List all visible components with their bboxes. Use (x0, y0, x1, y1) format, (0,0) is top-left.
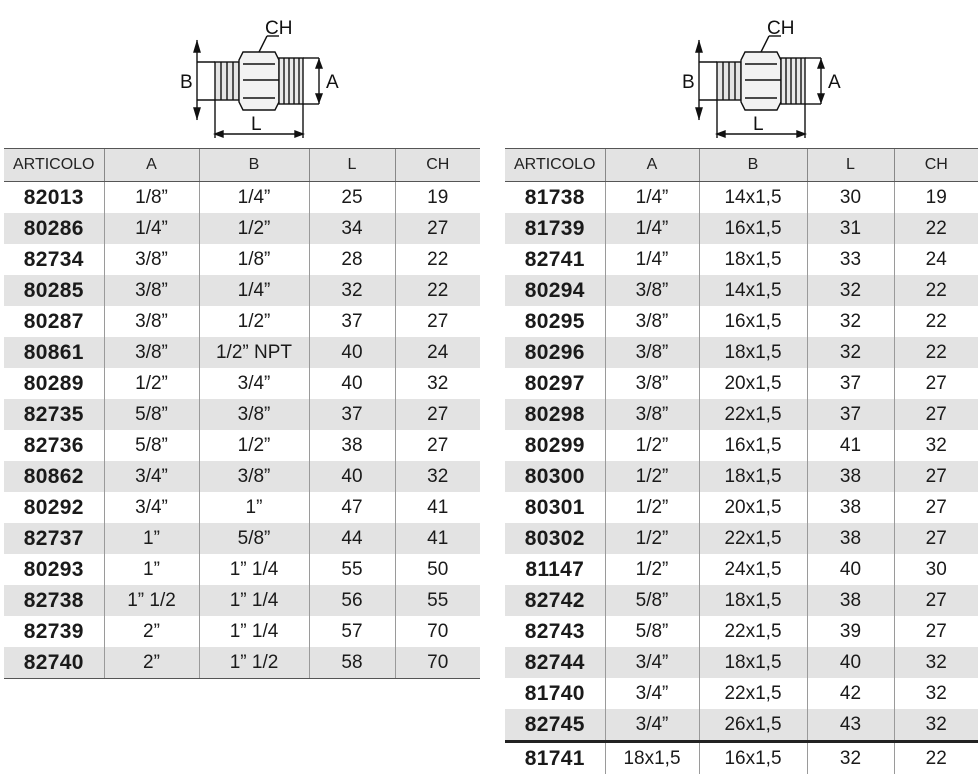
cell-articolo: 82743 (505, 616, 605, 647)
cell-ch: 32 (395, 461, 480, 492)
cell-l: 58 (309, 647, 395, 679)
a-label: A (326, 72, 339, 93)
cell-ch: 22 (395, 244, 480, 275)
cell-b: 26x1,5 (699, 709, 807, 742)
table-row (505, 368, 978, 399)
cell-b: 1/2” (199, 306, 309, 337)
cell-articolo: 80293 (4, 554, 104, 585)
table-row (505, 213, 978, 244)
cell-b: 22x1,5 (699, 678, 807, 709)
table-row (505, 399, 978, 430)
cell-articolo: 80297 (505, 368, 605, 399)
cell-ch: 27 (395, 399, 480, 430)
cell-articolo: 80302 (505, 523, 605, 554)
cell-ch: 24 (894, 244, 978, 275)
cell-ch: 27 (894, 585, 978, 616)
table-row (4, 275, 480, 306)
cell-a: 18x1,5 (605, 742, 699, 774)
cell-l: 37 (309, 306, 395, 337)
cell-ch: 22 (894, 337, 978, 368)
cell-a: 1/4” (605, 182, 699, 214)
cell-l: 28 (309, 244, 395, 275)
cell-a: 3/8” (104, 244, 199, 275)
table-left-body (4, 182, 480, 679)
table-right-body (505, 182, 978, 774)
cell-l: 32 (807, 337, 894, 368)
ch-label: CH (265, 18, 292, 39)
cell-b: 1/8” (199, 244, 309, 275)
l-label: L (251, 114, 262, 135)
table-row (4, 585, 480, 616)
cell-a: 5/8” (605, 585, 699, 616)
cell-b: 1/4” (199, 275, 309, 306)
cell-articolo: 82737 (4, 523, 104, 554)
b-label: B (682, 72, 695, 93)
cell-a: 3/4” (605, 647, 699, 678)
cell-l: 56 (309, 585, 395, 616)
cell-articolo: 82744 (505, 647, 605, 678)
cell-l: 32 (807, 275, 894, 306)
cell-articolo: 80300 (505, 461, 605, 492)
cell-ch: 70 (395, 616, 480, 647)
cell-b: 22x1,5 (699, 399, 807, 430)
cell-ch: 22 (894, 275, 978, 306)
cell-l: 38 (807, 492, 894, 523)
cell-a: 1/2” (605, 461, 699, 492)
cell-b: 18x1,5 (699, 647, 807, 678)
cell-articolo: 80298 (505, 399, 605, 430)
cell-a: 5/8” (104, 399, 199, 430)
cell-l: 37 (807, 368, 894, 399)
cell-articolo: 81741 (505, 742, 605, 774)
cell-a: 3/8” (605, 399, 699, 430)
cell-ch: 27 (894, 461, 978, 492)
cell-a: 3/8” (605, 275, 699, 306)
table-row (505, 647, 978, 678)
cell-articolo: 82734 (4, 244, 104, 275)
table-row (4, 647, 480, 679)
table-row (4, 244, 480, 275)
cell-ch: 27 (395, 430, 480, 461)
cell-articolo: 82738 (4, 585, 104, 616)
cell-a: 1/2” (605, 430, 699, 461)
cell-a: 1/4” (104, 213, 199, 244)
cell-l: 40 (807, 647, 894, 678)
cell-articolo: 80285 (4, 275, 104, 306)
table-right (505, 148, 978, 774)
cell-l: 38 (807, 585, 894, 616)
table-row (505, 430, 978, 461)
table-row (505, 678, 978, 709)
cell-b: 18x1,5 (699, 337, 807, 368)
cell-a: 1” (104, 554, 199, 585)
cell-ch: 27 (894, 492, 978, 523)
cell-l: 47 (309, 492, 395, 523)
cell-ch: 32 (395, 368, 480, 399)
cell-l: 31 (807, 213, 894, 244)
table-row (4, 523, 480, 554)
table-row (505, 244, 978, 275)
table-row (4, 492, 480, 523)
cell-b: 16x1,5 (699, 430, 807, 461)
cell-l: 40 (807, 554, 894, 585)
cell-a: 3/8” (605, 337, 699, 368)
cell-ch: 27 (894, 616, 978, 647)
cell-b: 1” (199, 492, 309, 523)
col-articolo: ARTICOLO (4, 149, 104, 182)
cell-a: 1/2” (605, 523, 699, 554)
cell-articolo: 80287 (4, 306, 104, 337)
cell-l: 32 (309, 275, 395, 306)
table-row (505, 585, 978, 616)
cell-l: 38 (309, 430, 395, 461)
table-row (4, 461, 480, 492)
cell-b: 1” 1/4 (199, 585, 309, 616)
cell-a: 1” (104, 523, 199, 554)
cell-ch: 22 (395, 275, 480, 306)
fitting-diagram-left (175, 12, 355, 140)
cell-articolo: 82745 (505, 709, 605, 742)
cell-a: 1/2” (605, 554, 699, 585)
cell-articolo: 82735 (4, 399, 104, 430)
cell-articolo: 82739 (4, 616, 104, 647)
table-row (4, 399, 480, 430)
table-row (505, 709, 978, 742)
cell-l: 38 (807, 461, 894, 492)
cell-ch: 32 (894, 709, 978, 742)
l-label: L (753, 114, 764, 135)
table-row (505, 182, 978, 214)
cell-a: 1/4” (605, 213, 699, 244)
table-row (505, 742, 978, 774)
cell-l: 38 (807, 523, 894, 554)
cell-articolo: 80292 (4, 492, 104, 523)
cell-b: 14x1,5 (699, 275, 807, 306)
cell-l: 57 (309, 616, 395, 647)
cell-a: 1/8” (104, 182, 199, 214)
cell-articolo: 81147 (505, 554, 605, 585)
cell-l: 40 (309, 461, 395, 492)
cell-b: 18x1,5 (699, 244, 807, 275)
cell-a: 1/4” (605, 244, 699, 275)
table-row (4, 554, 480, 585)
cell-ch: 32 (894, 678, 978, 709)
fitting-diagram-right (677, 12, 857, 140)
cell-ch: 27 (395, 306, 480, 337)
cell-articolo: 82740 (4, 647, 104, 679)
table-row (4, 430, 480, 461)
cell-a: 5/8” (104, 430, 199, 461)
cell-articolo: 82013 (4, 182, 104, 214)
cell-l: 30 (807, 182, 894, 214)
col-b: B (199, 149, 309, 182)
cell-l: 43 (807, 709, 894, 742)
fitting-drawing-icon (677, 12, 857, 140)
table-row (505, 554, 978, 585)
cell-b: 1” 1/4 (199, 554, 309, 585)
cell-ch: 27 (894, 399, 978, 430)
cell-b: 3/4” (199, 368, 309, 399)
table-row (4, 306, 480, 337)
cell-l: 25 (309, 182, 395, 214)
cell-a: 1/2” (605, 492, 699, 523)
cell-ch: 50 (395, 554, 480, 585)
table-row (4, 213, 480, 244)
cell-a: 3/8” (104, 306, 199, 337)
cell-a: 2” (104, 616, 199, 647)
cell-ch: 27 (395, 213, 480, 244)
cell-ch: 55 (395, 585, 480, 616)
cell-ch: 19 (395, 182, 480, 214)
cell-a: 2” (104, 647, 199, 679)
table-header-row (4, 149, 480, 182)
col-ch: CH (894, 149, 978, 182)
cell-articolo: 82736 (4, 430, 104, 461)
cell-ch: 70 (395, 647, 480, 679)
table-row (505, 523, 978, 554)
cell-ch: 32 (894, 430, 978, 461)
cell-a: 3/4” (104, 492, 199, 523)
cell-articolo: 80861 (4, 337, 104, 368)
table-row (505, 337, 978, 368)
a-label: A (828, 72, 841, 93)
cell-articolo: 82741 (505, 244, 605, 275)
col-ch: CH (395, 149, 480, 182)
cell-articolo: 80862 (4, 461, 104, 492)
cell-b: 1/2” NPT (199, 337, 309, 368)
cell-b: 16x1,5 (699, 306, 807, 337)
table-row (505, 616, 978, 647)
table-row (505, 492, 978, 523)
cell-l: 37 (309, 399, 395, 430)
cell-articolo: 80286 (4, 213, 104, 244)
cell-articolo: 80294 (505, 275, 605, 306)
cell-l: 37 (807, 399, 894, 430)
cell-b: 1/4” (199, 182, 309, 214)
cell-ch: 19 (894, 182, 978, 214)
cell-articolo: 81739 (505, 213, 605, 244)
cell-b: 1” 1/4 (199, 616, 309, 647)
fitting-drawing-icon (175, 12, 355, 140)
cell-ch: 27 (894, 523, 978, 554)
cell-a: 3/8” (104, 275, 199, 306)
table-row (4, 337, 480, 368)
cell-b: 18x1,5 (699, 585, 807, 616)
cell-l: 39 (807, 616, 894, 647)
col-a: A (104, 149, 199, 182)
cell-articolo: 80289 (4, 368, 104, 399)
cell-l: 32 (807, 742, 894, 774)
cell-l: 41 (807, 430, 894, 461)
col-b: B (699, 149, 807, 182)
cell-b: 18x1,5 (699, 461, 807, 492)
table-row (505, 275, 978, 306)
cell-b: 22x1,5 (699, 616, 807, 647)
cell-ch: 22 (894, 213, 978, 244)
cell-ch: 22 (894, 742, 978, 774)
cell-ch: 32 (894, 647, 978, 678)
col-a: A (605, 149, 699, 182)
cell-a: 3/4” (104, 461, 199, 492)
table-header-row (505, 149, 978, 182)
cell-ch: 27 (894, 368, 978, 399)
cell-l: 55 (309, 554, 395, 585)
cell-a: 3/8” (104, 337, 199, 368)
cell-b: 20x1,5 (699, 368, 807, 399)
table-row (4, 368, 480, 399)
b-label: B (180, 72, 193, 93)
cell-articolo: 80301 (505, 492, 605, 523)
cell-ch: 30 (894, 554, 978, 585)
cell-l: 42 (807, 678, 894, 709)
table-row (505, 306, 978, 337)
ch-label: CH (767, 18, 794, 39)
cell-a: 5/8” (605, 616, 699, 647)
cell-b: 14x1,5 (699, 182, 807, 214)
cell-l: 40 (309, 337, 395, 368)
cell-b: 16x1,5 (699, 213, 807, 244)
cell-l: 33 (807, 244, 894, 275)
cell-b: 3/8” (199, 461, 309, 492)
col-l: L (309, 149, 395, 182)
cell-articolo: 81738 (505, 182, 605, 214)
cell-a: 1” 1/2 (104, 585, 199, 616)
cell-b: 5/8” (199, 523, 309, 554)
cell-b: 3/8” (199, 399, 309, 430)
cell-a: 3/4” (605, 709, 699, 742)
cell-b: 1/2” (199, 213, 309, 244)
cell-l: 34 (309, 213, 395, 244)
cell-a: 1/2” (104, 368, 199, 399)
cell-b: 1” 1/2 (199, 647, 309, 679)
cell-a: 3/4” (605, 678, 699, 709)
cell-b: 24x1,5 (699, 554, 807, 585)
cell-a: 3/8” (605, 368, 699, 399)
cell-a: 3/8” (605, 306, 699, 337)
col-articolo: ARTICOLO (505, 149, 605, 182)
cell-b: 1/2” (199, 430, 309, 461)
col-l: L (807, 149, 894, 182)
cell-ch: 41 (395, 523, 480, 554)
table-row (4, 182, 480, 214)
table-left (4, 148, 480, 679)
cell-articolo: 81740 (505, 678, 605, 709)
cell-articolo: 80295 (505, 306, 605, 337)
cell-ch: 24 (395, 337, 480, 368)
cell-b: 16x1,5 (699, 742, 807, 774)
cell-b: 20x1,5 (699, 492, 807, 523)
cell-b: 22x1,5 (699, 523, 807, 554)
cell-articolo: 80296 (505, 337, 605, 368)
cell-ch: 41 (395, 492, 480, 523)
cell-l: 32 (807, 306, 894, 337)
cell-ch: 22 (894, 306, 978, 337)
table-row (505, 461, 978, 492)
table-row (4, 616, 480, 647)
cell-l: 40 (309, 368, 395, 399)
cell-articolo: 80299 (505, 430, 605, 461)
cell-articolo: 82742 (505, 585, 605, 616)
cell-l: 44 (309, 523, 395, 554)
